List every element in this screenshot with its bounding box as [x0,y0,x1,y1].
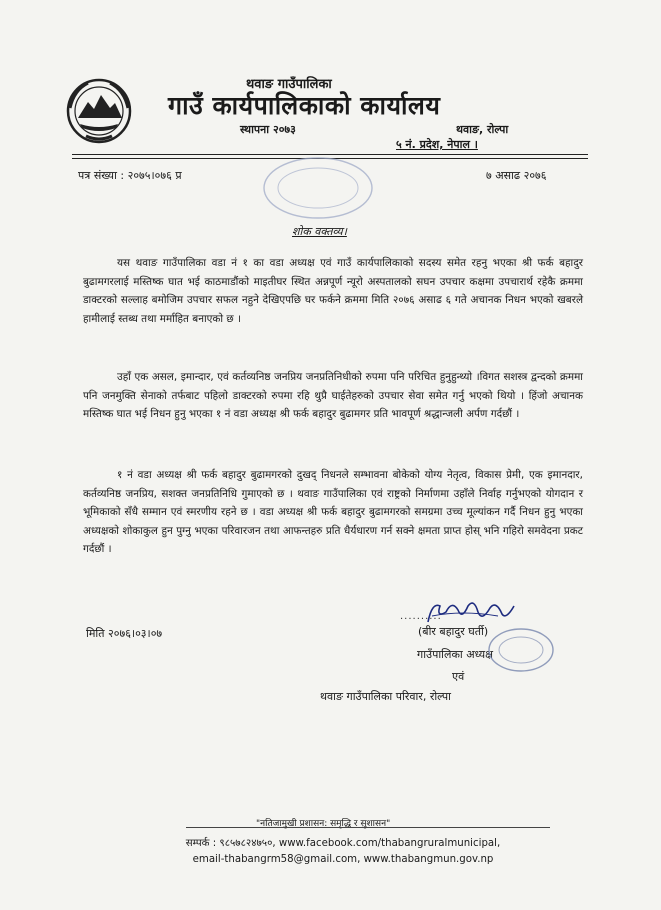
signatory-conjunction: एवं [452,670,465,683]
contact-email-site: email-thabangrm58@gmail.com, www.thabangmun.gov.np [192,854,494,865]
paragraph-1: यस थवाङ गाउँपालिका वडा नं १ का वडा अध्यक्ष एवं गाउँ कार्यपालिकाको सदस्य समेत रहनु भएका श्री फर्क बहादुर बुढामगरलाई मस्तिष्क घात भई काठमाडौंको माइतीघर स्थित अन्नपूर्ण न्यूरो अस्पतालको सघन उपचार कक्षमा उपचारार्थ रहेकै क्रममा डाक्टरको सल्लाह बमोजिम उपचार सफल नहुने देखिएपछि घर फर्कने क्रममा मिति २०७६ असाढ ६ गते अचानक निधन भएको खबरले हामीलाई स्तब्ध तथा मर्माहित बनाएको छ । [83,257,583,325]
established-year: स्थापना २०७३ [240,123,296,136]
municipality-name: थवाङ गाउँपालिका [246,77,332,92]
footer-contact [158,836,528,868]
letter-number: पत्र संख्या : २०७५।०७६ प्र [78,169,182,182]
signatory-name: (बीर बहादुर घर्ती) [418,625,489,638]
footer-rule [186,827,550,828]
signature-dots: .......... [400,611,442,622]
nepal-emblem-icon [66,78,132,144]
signatory-role: गाउँपालिका अध्यक्ष [417,648,494,661]
footer-motto: "नतिजामुखी प्रशासन: समृद्धि र सुशासन" [256,819,391,829]
signatory-family: थवाङ गाउँपालिका परिवार, रोल्पा [320,690,451,703]
paragraph-3: १ नं वडा अध्यक्ष श्री फर्क बहादुर बुढामगरको दुखद् निधनले सम्भावना बोकेको योग्य नेतृत्व, विकास प्रेमी, एक इमानदार, कर्तव्यनिष्ठ जनप्रिय, सशक्त जनप्रतिनिधि गुमाएको छ । थवाङ गाउँपालिका एवं राष्ट्रको निर्माणमा उहाँले निर्वाह गर्नुभएको योगदान र भूमिकाको सँधै सम्मान एवं स्मरणीय रहने छ । वडा अध्यक्ष श्री फर्क बहादुर बुढामगरको समग्रमा उच्च मूल्यांकन गर्दै निधन हुनु भएका अध्यक्षको शोकाकुल हुन पुग्नु भएका परिवारजन तथा आफन्तहरु प्रति धैर्यधारण गर्न सक्ने क्षमता प्राप्त होस् भनि गहिरो समवेदना प्रकट गर्दछौं । [83,469,583,556]
signature-stamp-icon [486,625,556,675]
office-title: गाउँ कार्यपालिकाको कार्यालय [168,91,441,120]
letter-date: ७ असाढ २०७६ [486,169,547,182]
signing-date: मिति २०७६।०३।०७ [86,627,163,640]
office-stamp-icon [258,152,378,224]
paragraph-2: उहाँ एक असल, इमान्दार, एवं कर्तव्यनिष्ठ जनप्रिय जनप्रतिनिधीको रुपमा पनि परिचित हुनुहुन्थ्यो ।विगत सशस्त्र द्वन्दको क्रममा पनि जनमुक्ति सेनाको तर्फबाट पहिलो डाक्टरको रुपमा रहि थुप्रै घाईतेहरुको उपचार सेवा समेत गर्नु भएको थियो । हिंजो अचानक मस्तिष्क घात भई निधन हुनु भएका १ नं वडा अध्यक्ष श्री फर्क बहादुर बुढामगर प्रति भावपूर्ण श्रद्धान्जली अर्पण गर्दछौं । [83,371,583,421]
contact-phone-web: सम्पर्क : ९८५७८२४७५०, www.facebook.com/thabangruralmunicipal, [185,838,501,849]
office-location: थवाङ, रोल्पा [456,123,509,136]
province-line: ५ नं. प्रदेश, नेपाल । [396,138,478,151]
condolence-heading: शोक वक्तव्य। [292,225,347,238]
